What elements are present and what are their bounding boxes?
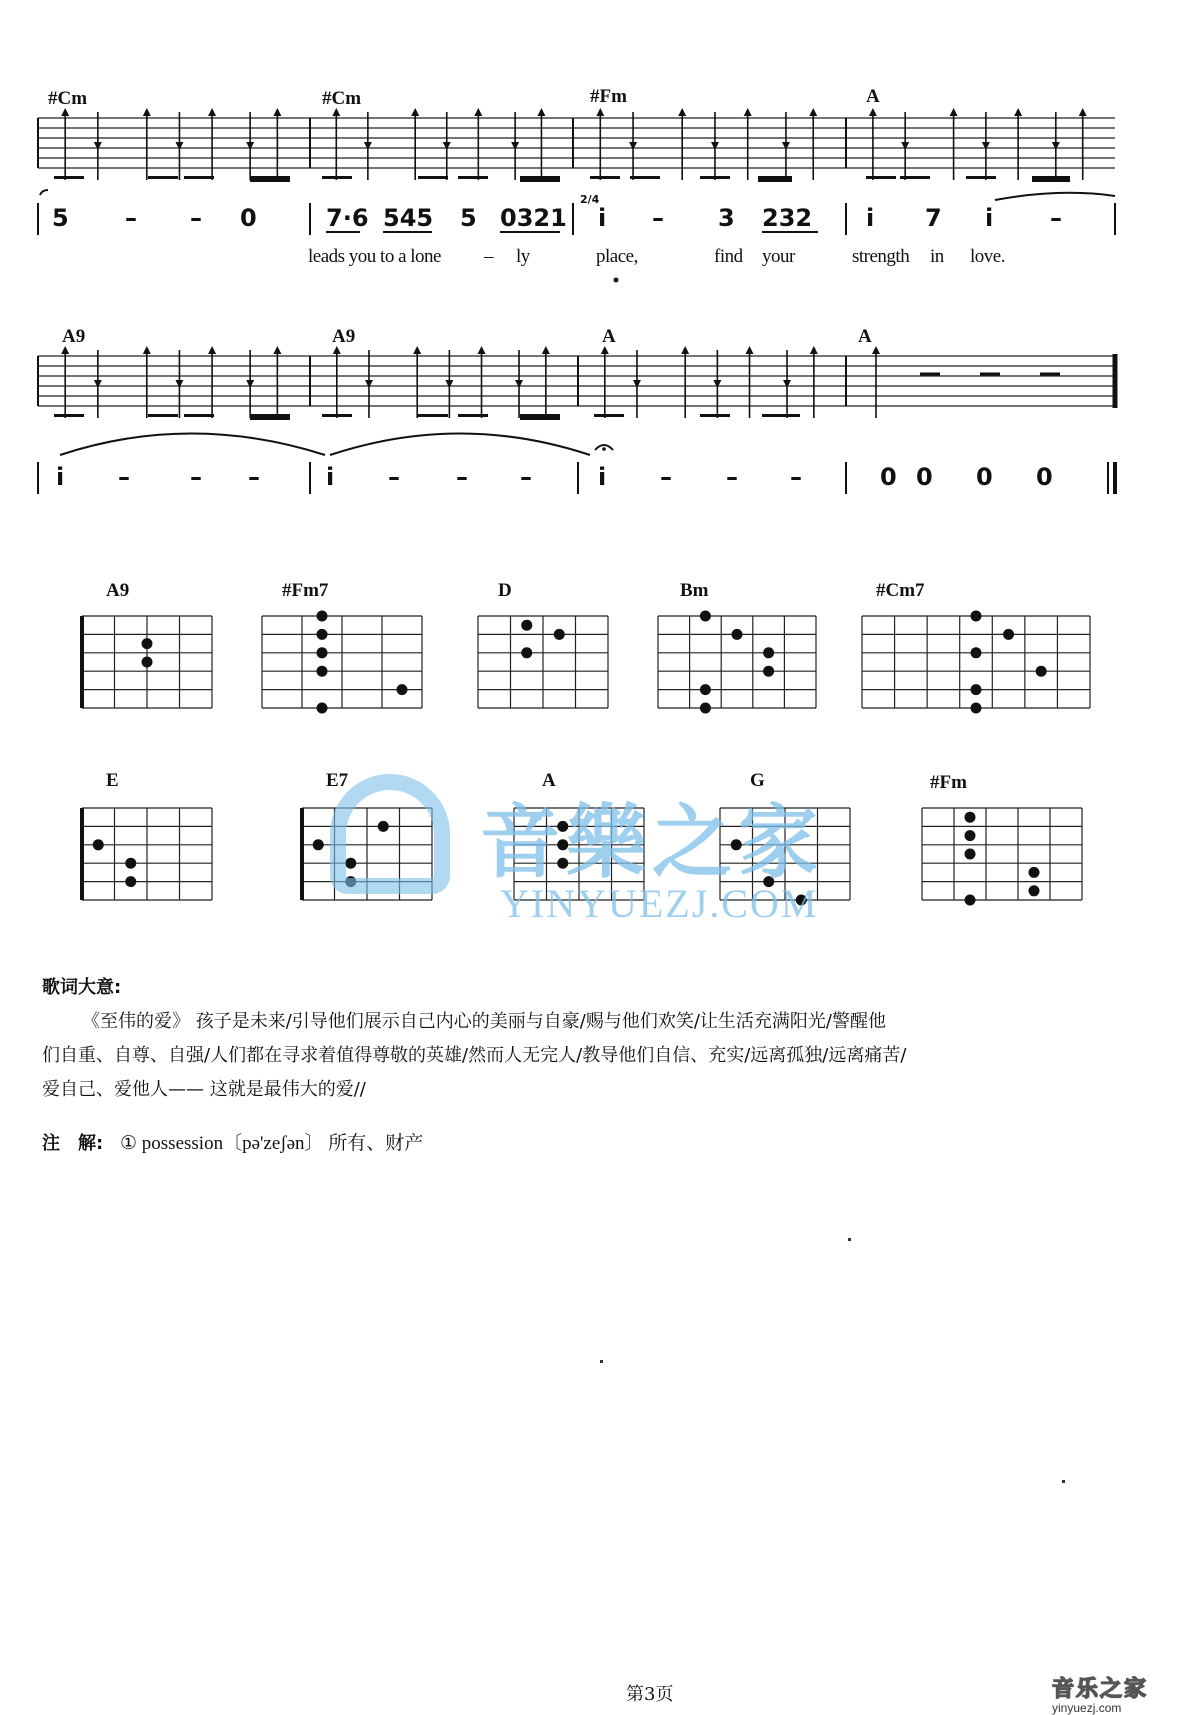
jianpu-note: 0	[916, 463, 933, 491]
speck	[600, 1360, 603, 1363]
slur-bracket-1	[40, 190, 48, 195]
watermark-url: YINYUEZJ.COM	[500, 881, 819, 926]
jianpu-note: i	[598, 463, 607, 491]
jianpu-note: i	[866, 204, 875, 232]
jianpu-note: 232	[762, 204, 813, 232]
lyric: place,	[596, 246, 638, 267]
chord-diagram-name: G	[750, 770, 765, 791]
jianpu-note: –	[520, 463, 532, 491]
notes-line: 们自重、自尊、自强/人们都在寻求着值得尊敬的英雄/然而人无完人/教导他们自信、充实/远离孤独/远离痛苦/	[42, 1045, 907, 1066]
notes-line: 爱自己、爱他人—— 这就是最伟大的爱//	[42, 1079, 366, 1100]
jianpu-note: 0	[880, 463, 897, 491]
chord-diagram-name: #Fm7	[282, 580, 329, 601]
chord-label: A9	[332, 326, 356, 347]
chord-diagram-name: A	[542, 770, 556, 791]
chord-label: A9	[62, 326, 86, 347]
jianpu-note: –	[790, 463, 802, 491]
footer-logo	[1052, 1672, 1190, 1715]
tab-staff-1	[38, 108, 1115, 182]
lyric: love.	[970, 246, 1005, 267]
jianpu-note: –	[652, 204, 664, 232]
jianpu-note: i	[56, 463, 65, 491]
chord-label: #Fm	[590, 86, 627, 107]
jianpu-note: i	[985, 204, 994, 232]
slur-2a	[60, 434, 325, 456]
jianpu-note: 5	[460, 204, 477, 232]
chord-diagram-name: E	[106, 770, 119, 791]
jianpu-note: –	[660, 463, 672, 491]
jianpu-note: –	[248, 463, 260, 491]
watermark	[330, 770, 890, 930]
chord-diagram-name: Bm	[680, 580, 709, 601]
jianpu-note: –	[456, 463, 468, 491]
lyric: in	[930, 246, 944, 267]
chord-label: #Cm	[322, 88, 362, 109]
jianpu-note: 0	[240, 204, 257, 232]
page-number: 第3页	[626, 1684, 674, 1705]
jianpu-note: –	[1050, 204, 1062, 232]
jianpu-note: 545	[383, 204, 434, 232]
jianpu-note: –	[125, 204, 137, 232]
chord-label: #Cm	[48, 88, 88, 109]
watermark-cn: 音樂之家	[480, 796, 824, 889]
jianpu-note: 7	[925, 204, 942, 232]
speck	[848, 1238, 851, 1241]
lyric: ly	[516, 246, 530, 267]
jianpu-note: –	[726, 463, 738, 491]
jianpu-note: –	[118, 463, 130, 491]
jianpu-note: i	[326, 463, 335, 491]
annotation-text: ① possession〔pə'zeʃən〕 所有、财产	[120, 1133, 424, 1154]
jianpu-note: 7·6	[326, 204, 369, 232]
jianpu-note: –	[388, 463, 400, 491]
chord-label: A	[866, 86, 880, 107]
notes-line: 《至伟的爱》 孩子是未来/引导他们展示自己内心的美丽与自豪/赐与他们欢笑/让生活充满阳光/警醒他	[82, 1011, 886, 1032]
footer-logo-url: yinyuezj.com	[1052, 1701, 1122, 1715]
jianpu-note: i	[598, 204, 607, 232]
chord-diagram-name: #Cm7	[876, 580, 925, 601]
chord-diagram-name: E7	[326, 770, 349, 791]
tab-staff-2	[38, 346, 1115, 420]
jianpu-note: 0	[1036, 463, 1053, 491]
chord-diagram-name: A9	[106, 580, 130, 601]
jianpu-note: 5	[52, 204, 69, 232]
chord-diagram-name: #Fm	[930, 772, 967, 793]
lyric: –	[484, 246, 493, 267]
jianpu-note: –	[190, 463, 202, 491]
jianpu-note: 0321	[500, 204, 567, 232]
lyric: your	[762, 246, 795, 267]
slur-2b	[330, 434, 590, 456]
chord-diagram-name: D	[498, 580, 512, 601]
jianpu-note: 0	[976, 463, 993, 491]
jianpu-note: 3	[718, 204, 735, 232]
lyric: strength	[852, 246, 910, 267]
chord-label: A	[858, 326, 872, 347]
speck	[1062, 1480, 1065, 1483]
tie-end-1	[995, 193, 1115, 200]
house-logo-icon	[330, 774, 450, 894]
lyric: find	[714, 246, 743, 267]
annotation-label: 注 解:	[42, 1133, 104, 1154]
lyric: leads you to a lone	[308, 246, 441, 267]
time-signature: 2/4	[580, 193, 600, 206]
footer-logo-cn: 音乐之家	[1052, 1677, 1149, 1702]
jianpu-note: –	[190, 204, 202, 232]
notes-heading: 歌词大意:	[42, 977, 122, 998]
chord-label: A	[602, 326, 616, 347]
